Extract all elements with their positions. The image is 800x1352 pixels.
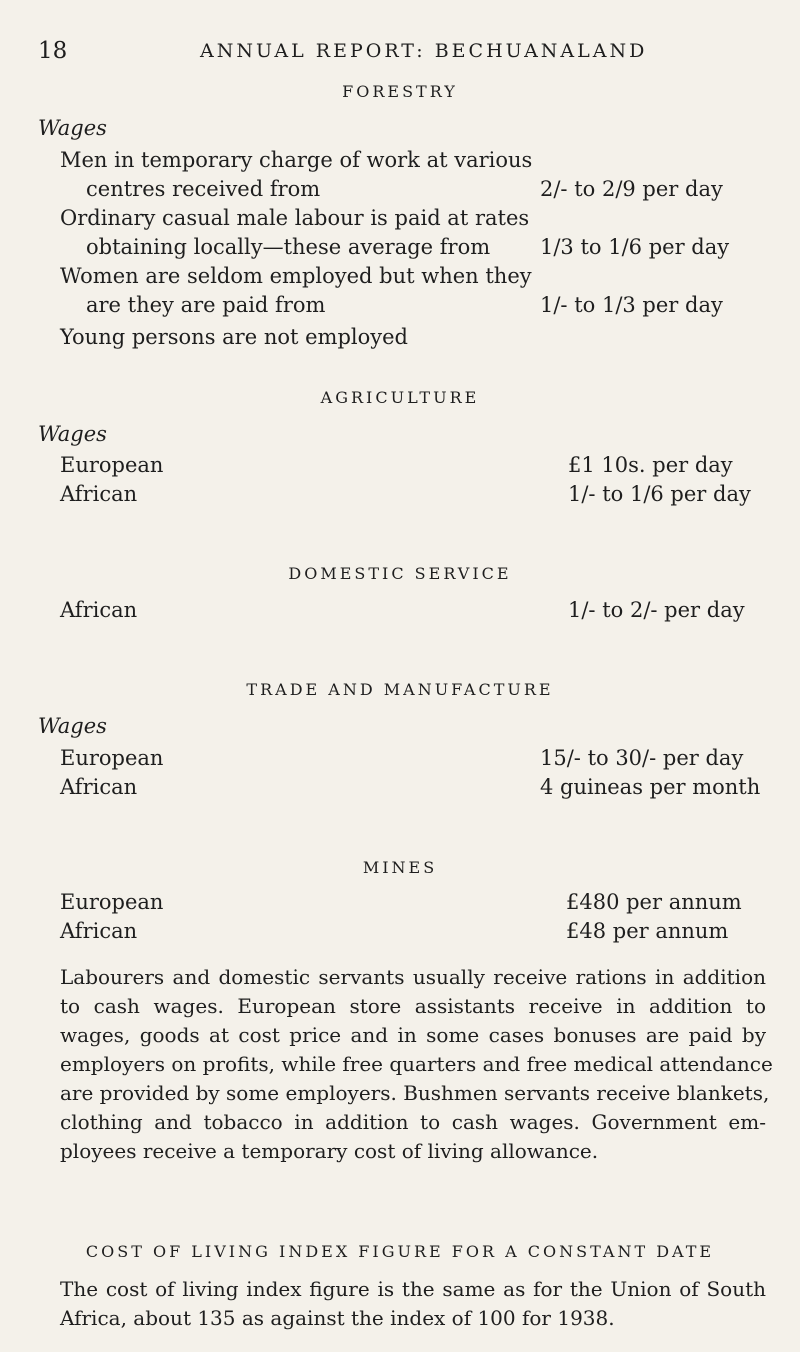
trade-manufacture-row xyxy=(0,775,800,805)
paragraph-line: clothing and tobacco in addition to cash wages. Government em- xyxy=(60,1110,766,1134)
row-label: centres received from xyxy=(86,177,321,201)
agriculture-row xyxy=(0,453,800,483)
row-label: Women are seldom employed but when they xyxy=(60,264,532,288)
row-value: 1/3 to 1/6 per day xyxy=(540,235,730,259)
forestry-row xyxy=(0,293,800,323)
row-value: 2/- to 2/9 per day xyxy=(540,177,723,201)
row-label: are they are paid from xyxy=(86,293,326,317)
paragraph-line: to cash wages. European store assistants receive in addition to xyxy=(60,994,766,1018)
section-title-cost-of-living: COST OF LIVING INDEX FIGURE FOR A CONSTANT DATE xyxy=(85,1242,715,1261)
domestic-service-row xyxy=(0,598,800,628)
running-head: ANNUAL REPORT: BECHUANALAND xyxy=(200,40,648,62)
row-value: 15/- to 30/- per day xyxy=(540,746,744,770)
row-label: Men in temporary charge of work at various xyxy=(60,148,533,172)
paragraph-line: employers on profits, while free quarters and free medical attendance xyxy=(60,1052,773,1076)
row-value: £48 per annum xyxy=(566,919,729,943)
wages-heading-trade-manufacture: Wages xyxy=(38,714,107,738)
trade-manufacture-row xyxy=(0,746,800,776)
section-title-mines: MINES xyxy=(362,858,438,877)
forestry-row xyxy=(0,235,800,265)
mines-row xyxy=(0,919,800,949)
paragraph-line: The cost of living index figure is the same as for the Union of South xyxy=(60,1277,766,1301)
paragraph-line: Africa, about 135 as against the index of 100 for 1938. xyxy=(60,1306,615,1330)
row-label: European xyxy=(60,890,164,914)
row-label: African xyxy=(60,598,138,622)
paragraph-line: ployees receive a temporary cost of living allowance. xyxy=(60,1139,599,1163)
forestry-row xyxy=(0,177,800,207)
agriculture-row xyxy=(0,482,800,512)
paragraph-line: are provided by some employers. Bushmen servants receive blankets, xyxy=(60,1081,770,1105)
page-number: 18 xyxy=(38,38,68,64)
row-label: European xyxy=(60,746,164,770)
section-title-forestry: FORESTRY xyxy=(342,82,458,101)
row-label: Ordinary casual male labour is paid at rates xyxy=(60,206,530,230)
row-value: £480 per annum xyxy=(566,890,742,914)
row-label: Young persons are not employed xyxy=(60,325,408,349)
mines-row xyxy=(0,890,800,920)
forestry-row xyxy=(0,264,800,294)
rations-paragraph xyxy=(60,963,773,1166)
row-value: 1/- to 1/6 per day xyxy=(568,482,751,506)
forestry-row xyxy=(0,325,800,355)
paragraph-line: Labourers and domestic servants usually receive rations in addition xyxy=(60,965,766,989)
cost-of-living-paragraph xyxy=(60,1275,766,1333)
row-value: 1/- to 1/3 per day xyxy=(540,293,723,317)
section-title-domestic-service: DOMESTIC SERVICE xyxy=(288,564,512,583)
row-label: European xyxy=(60,453,164,477)
section-title-agriculture: AGRICULTURE xyxy=(320,388,480,407)
forestry-row xyxy=(0,148,800,178)
row-label: African xyxy=(60,775,138,799)
row-value: 1/- to 2/- per day xyxy=(568,598,745,622)
row-label: African xyxy=(60,919,138,943)
page-header xyxy=(0,38,800,68)
wages-heading-agriculture: Wages xyxy=(38,422,107,446)
forestry-row xyxy=(0,206,800,236)
section-title-trade-manufacture: TRADE AND MANUFACTURE xyxy=(246,680,554,699)
row-value: £1 10s. per day xyxy=(568,453,733,477)
row-label: obtaining locally—these average from xyxy=(86,235,491,259)
paragraph-line: wages, goods at cost price and in some cases bonuses are paid by xyxy=(60,1023,766,1047)
row-value: 4 guineas per month xyxy=(540,775,761,799)
row-label: African xyxy=(60,482,138,506)
wages-heading-forestry: Wages xyxy=(38,116,107,140)
